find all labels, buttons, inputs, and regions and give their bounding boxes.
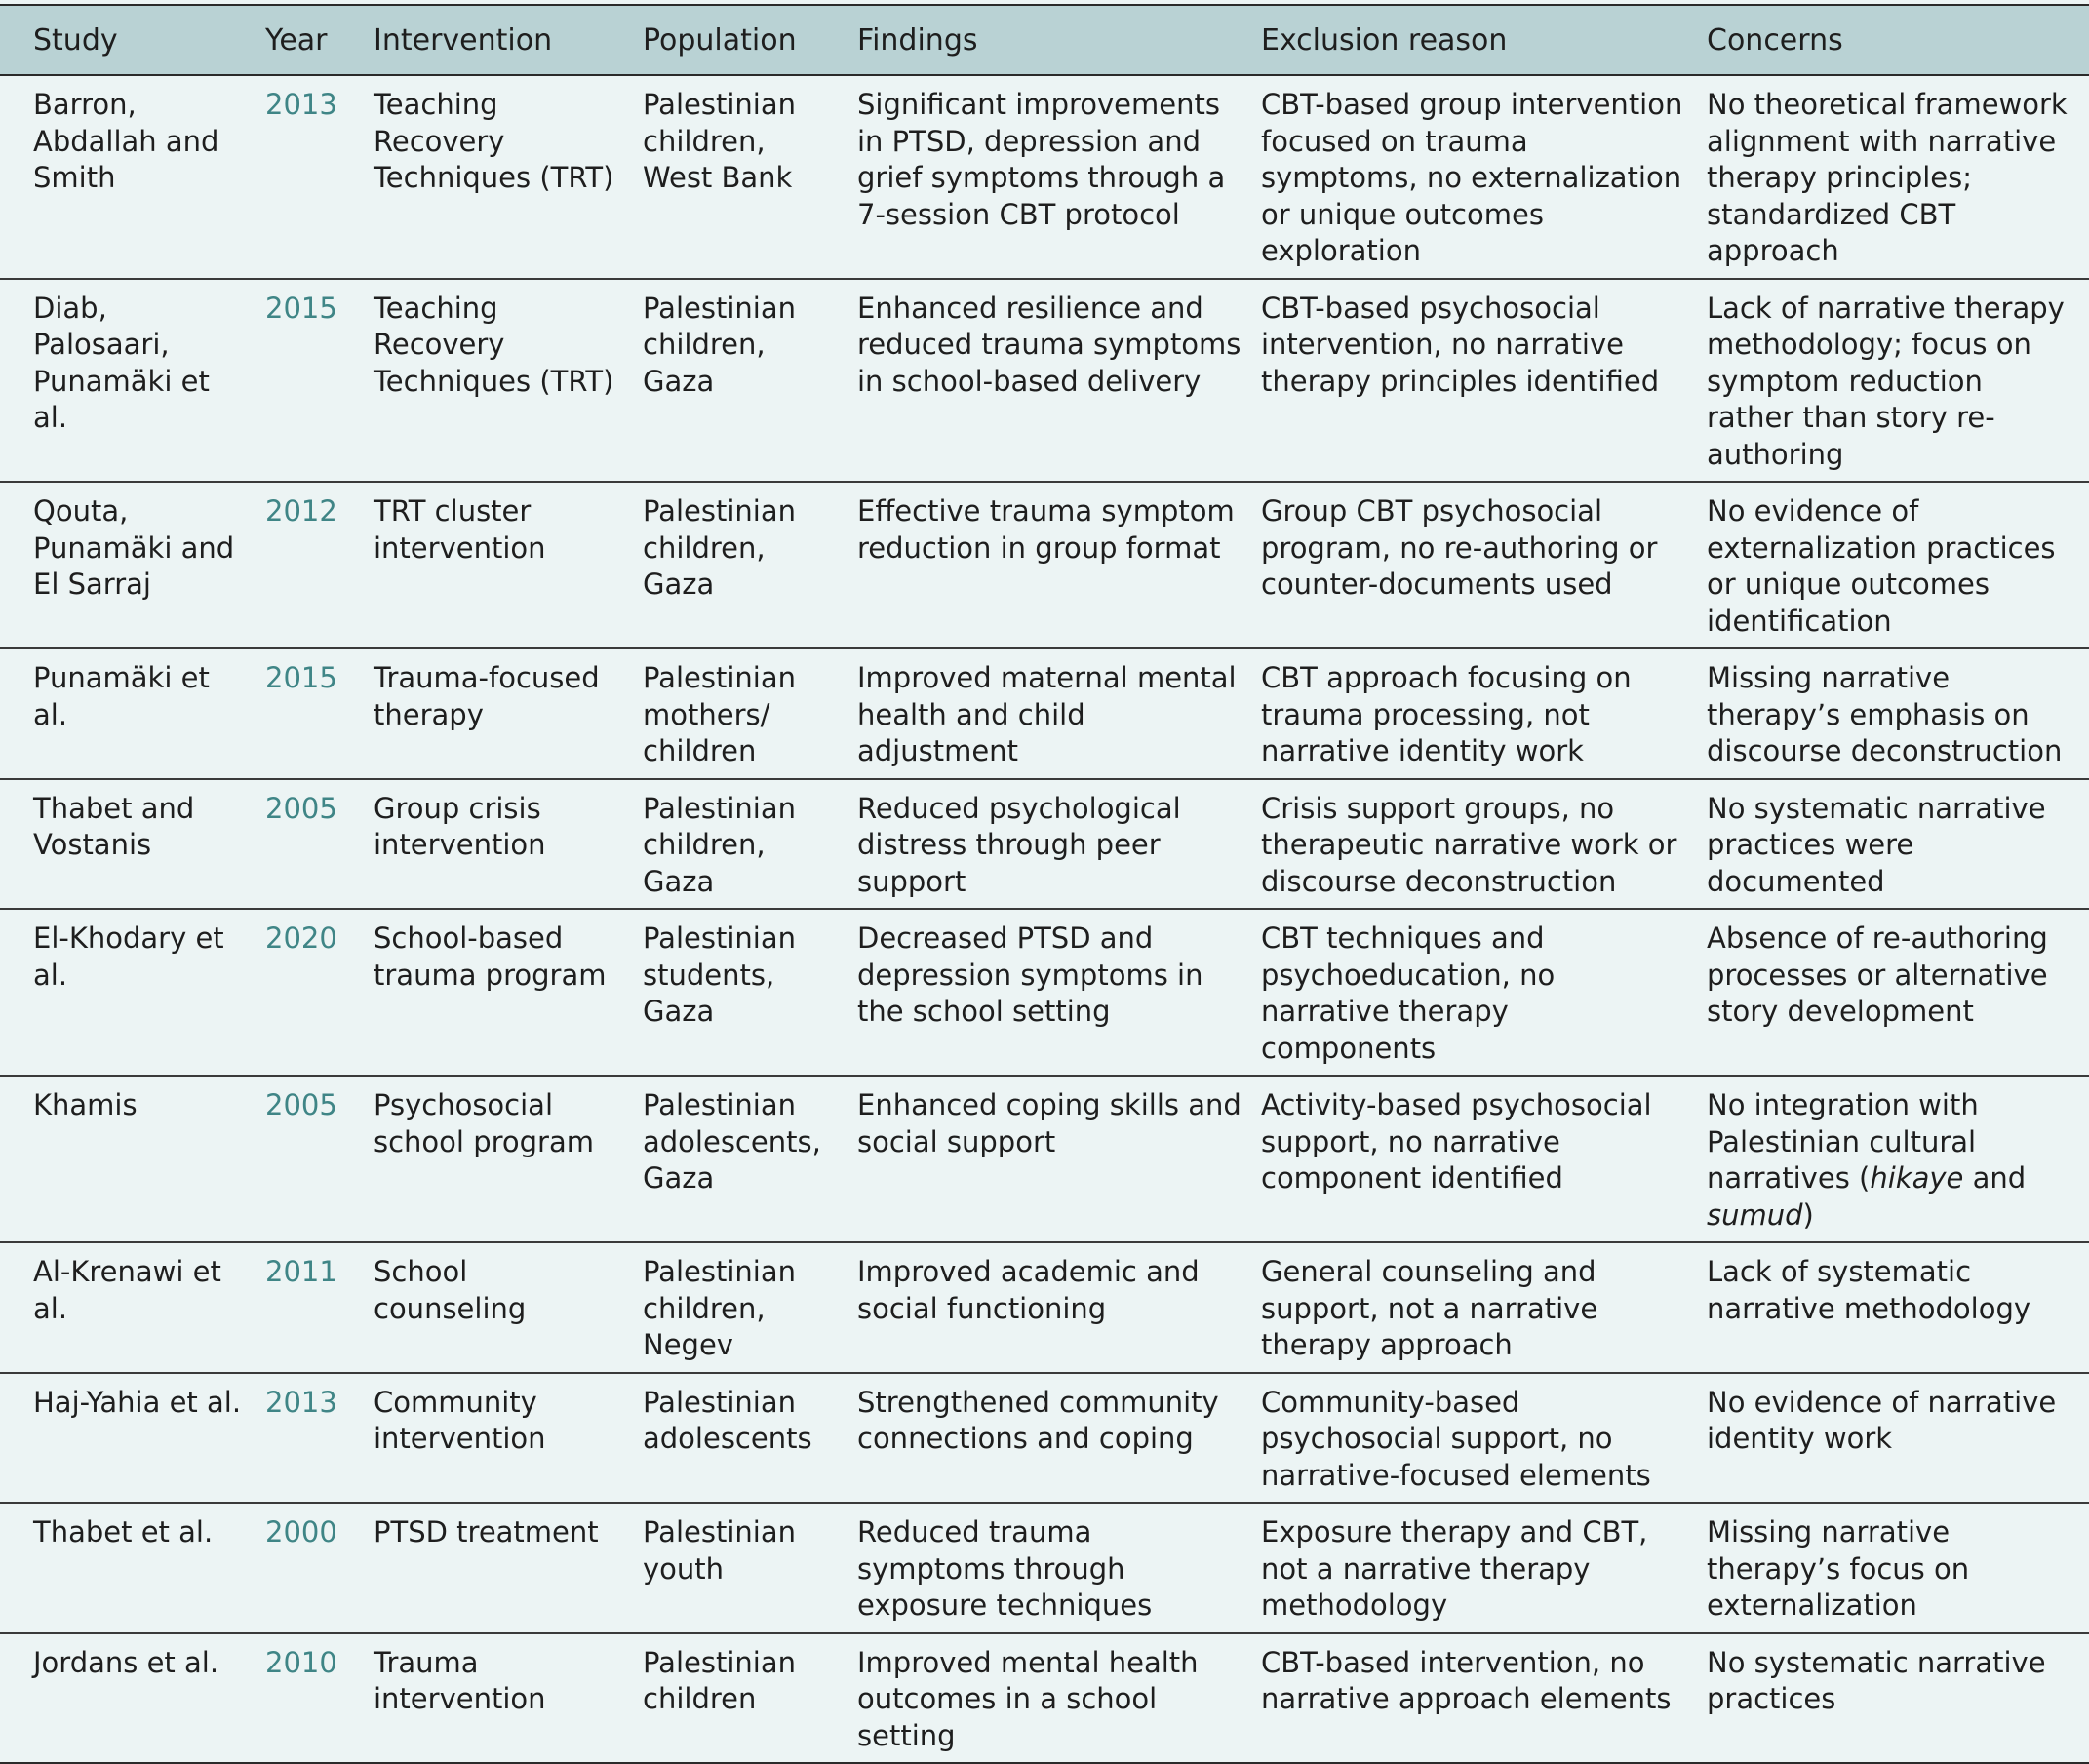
cell-year[interactable]: 2011 [265, 1242, 374, 1373]
cell-study: Barron, Abdallah and Smith [0, 75, 265, 279]
cell-population: Palestinian students, Gaza [643, 909, 857, 1076]
cell-findings: Enhanced resilience and reduced trauma symptoms in school-based delivery [857, 279, 1261, 483]
cell-findings: Improved maternal mental health and child adjustment [857, 648, 1261, 779]
cell-concerns: Lack of systematic narrative methodology [1707, 1242, 2089, 1373]
cell-concerns: Lack of narrative therapy methodology; focus on symptom reduction rather than story re-authoring [1707, 279, 2089, 483]
cell-intervention: Trauma-focused therapy [374, 648, 643, 779]
cell-exclusion-reason: CBT techniques and psychoeducation, no narrative therapy components [1261, 909, 1707, 1076]
header-year: Year [265, 6, 374, 75]
cell-population: Palestinian children, West Bank [643, 75, 857, 279]
cell-intervention: School counseling [374, 1242, 643, 1373]
table-row [0, 279, 2089, 483]
cell-year[interactable]: 2010 [265, 1645, 337, 1679]
cell-exclusion-reason: CBT approach focusing on trauma processing, not narrative identity work [1261, 648, 1707, 779]
cell-study: Haj-Yahia et al. [0, 1373, 265, 1504]
cell-concerns: Absence of re-authoring processes or alternative story development [1707, 909, 2089, 1076]
cell-findings: Reduced psychological distress through peer support [857, 779, 1261, 910]
cell-population: Palestinian children, Gaza [643, 279, 857, 483]
cell-population: Palestinian children, Negev [643, 1242, 857, 1373]
cell-concerns: No evidence of externalization practices or unique outcomes identification [1707, 482, 2089, 648]
cell-study: Al-Krenawi et al. [0, 1242, 265, 1373]
cell-intervention: Teaching Recovery Techniques (TRT) [374, 75, 643, 279]
cell-population: Palestinian adolescents [643, 1373, 857, 1504]
cell-intervention: Teaching Recovery Techniques (TRT) [374, 279, 643, 483]
cell-concerns: No systematic narrative practices were documented [1707, 779, 2089, 910]
cell-year[interactable]: 2000 [265, 1503, 374, 1633]
cell-exclusion-reason: CBT-based intervention, no narrative approach elements [1261, 1645, 1672, 1715]
concerns-text: ) [1802, 1197, 1814, 1232]
header-concerns: Concerns [1707, 6, 2089, 75]
table-row [0, 482, 2089, 648]
cell-concerns: Missing narrative therapy’s focus on externalization [1707, 1503, 2089, 1633]
table-row [0, 1503, 2089, 1633]
cell-population: Palestinian mothers/ children [643, 648, 857, 779]
cell-concerns: Missing narrative therapy’s emphasis on discourse deconstruction [1707, 648, 2089, 779]
cell-findings: Reduced trauma symptoms through exposure techniques [857, 1503, 1261, 1633]
cell-findings: Significant improvements in PTSD, depression and grief symptoms through a 7-session CBT protocol [857, 75, 1261, 279]
cell-study: Qouta, Punamäki and El Sarraj [0, 482, 265, 648]
cell-population: Palestinian youth [643, 1503, 857, 1633]
cell-study: Jordans et al. [33, 1645, 219, 1679]
header-row [0, 6, 2089, 75]
table-row [0, 779, 2089, 910]
cell-intervention: Community intervention [374, 1373, 643, 1504]
cell-study: El-Khodary et al. [0, 909, 265, 1076]
table-row [0, 648, 2089, 779]
cell-year[interactable]: 2005 [265, 1076, 374, 1242]
table-row [0, 1373, 2089, 1504]
cell-findings: Improved mental health outcomes in a school setting [857, 1645, 1199, 1752]
cell-exclusion-reason: CBT-based group intervention focused on trauma symptoms, no externalization or unique outcomes exploration [1261, 75, 1707, 279]
header-population: Population [643, 6, 857, 75]
cell-exclusion-reason: Activity-based psychosocial support, no narrative component identified [1261, 1076, 1707, 1242]
cell-study: Thabet and Vostanis [0, 779, 265, 910]
cell-concerns: No systematic narrative practices [1707, 1645, 2046, 1715]
cell-study: Khamis [0, 1076, 265, 1242]
concerns-italic-hikaye: hikaye [1870, 1161, 1964, 1195]
table-row [0, 1076, 2089, 1242]
cell-intervention: Trauma intervention [374, 1645, 546, 1715]
cell-year[interactable]: 2015 [265, 648, 374, 779]
header-exclusion-reason: Exclusion reason [1261, 6, 1707, 75]
cell-exclusion-reason: CBT-based psychosocial intervention, no narrative therapy principles identified [1261, 279, 1707, 483]
concerns-text: No integration with Palestinian cultural narratives ( [1707, 1088, 1979, 1195]
cell-population: Palestinian children, Gaza [643, 482, 857, 648]
cell-year[interactable]: 2020 [265, 909, 374, 1076]
cell-intervention: PTSD treatment [374, 1503, 643, 1633]
cell-year[interactable]: 2012 [265, 482, 374, 648]
cell-findings: Decreased PTSD and depression symptoms in the school setting [857, 909, 1261, 1076]
cell-findings: Enhanced coping skills and social support [857, 1076, 1261, 1242]
cell-findings: Strengthened community connections and coping [857, 1373, 1261, 1504]
cell-year[interactable]: 2013 [265, 1373, 374, 1504]
cell-exclusion-reason: Group CBT psychosocial program, no re-authoring or counter-documents used [1261, 482, 1707, 648]
cell-year[interactable]: 2015 [265, 279, 374, 483]
cell-intervention: Psychosocial school program [374, 1076, 643, 1242]
cell-population: Palestinian children, Gaza [643, 779, 857, 910]
cell-population: Palestinian children [643, 1645, 796, 1715]
table-row [0, 75, 2089, 279]
excluded-studies-table [0, 6, 2089, 1762]
header-findings: Findings [857, 6, 1261, 75]
header-intervention: Intervention [374, 6, 643, 75]
cell-exclusion-reason: Crisis support groups, no therapeutic narrative work or discourse deconstruction [1261, 779, 1707, 910]
cell-exclusion-reason: Community-based psychosocial support, no narrative-focused elements [1261, 1373, 1707, 1504]
table-row [0, 1633, 2089, 1763]
cell-findings: Improved academic and social functioning [857, 1242, 1261, 1373]
cell-findings: Effective trauma symptom reduction in group format [857, 482, 1261, 648]
cell-exclusion-reason: Exposure therapy and CBT, not a narrative therapy methodology [1261, 1503, 1707, 1633]
cell-exclusion-reason: General counseling and support, not a narrative therapy approach [1261, 1242, 1707, 1373]
cell-concerns: No evidence of narrative identity work [1707, 1373, 2089, 1504]
cell-concerns [1707, 1076, 2089, 1242]
cell-concerns: No theoretical framework alignment with narrative therapy principles; standardized CBT approach [1707, 75, 2089, 279]
studies-table-container [0, 4, 2089, 1764]
table-row [0, 909, 2089, 1076]
cell-intervention: Group crisis intervention [374, 779, 643, 910]
cell-population: Palestinian adolescents, Gaza [643, 1076, 857, 1242]
header-study: Study [0, 6, 265, 75]
cell-year[interactable]: 2005 [265, 779, 374, 910]
cell-study: Thabet et al. [0, 1503, 265, 1633]
concerns-italic-sumud: sumud [1707, 1197, 1803, 1232]
cell-study: Diab, Palosaari, Punamäki et al. [0, 279, 265, 483]
cell-year[interactable]: 2013 [265, 75, 374, 279]
cell-study: Punamäki et al. [0, 648, 265, 779]
cell-intervention: School-based trauma program [374, 909, 643, 1076]
table-row [0, 1242, 2089, 1373]
concerns-text: and [1963, 1161, 2027, 1195]
cell-intervention: TRT cluster intervention [374, 482, 643, 648]
